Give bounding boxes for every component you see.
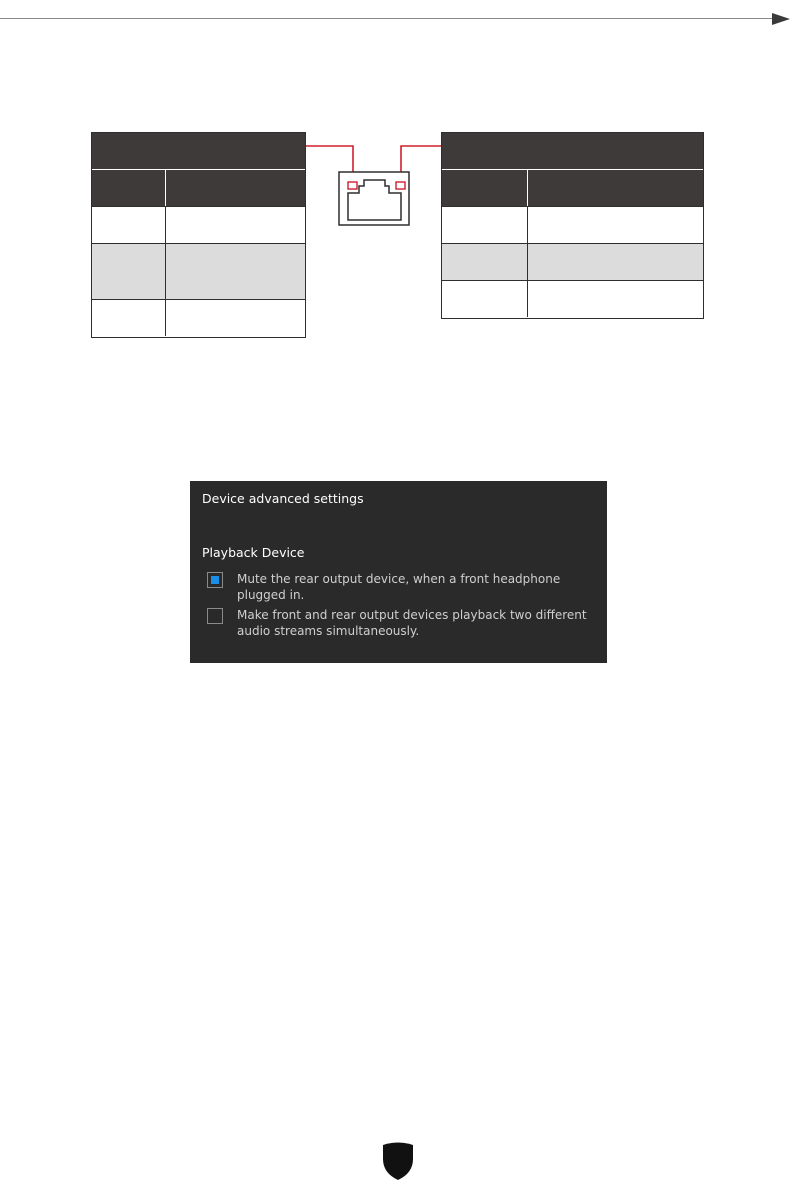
section-title: Playback Device <box>202 545 305 560</box>
table-cell <box>92 300 166 336</box>
arrow-icon <box>772 13 790 25</box>
option-label: Mute the rear output device, when a front headphone plugged in. <box>237 572 561 602</box>
table-row <box>92 299 305 336</box>
table-header <box>92 133 305 170</box>
column-header-cell <box>166 170 305 206</box>
option-label: Make front and rear output devices playback two different audio streams simultaneously. <box>237 608 587 638</box>
table-cell <box>528 244 703 280</box>
device-advanced-settings-panel <box>190 481 607 663</box>
mute-rear-checkbox[interactable] <box>207 572 223 588</box>
led-left <box>348 182 357 189</box>
table-row <box>442 280 703 317</box>
table-cell <box>442 281 528 317</box>
led-right <box>396 182 405 189</box>
option-mute-rear[interactable] <box>202 571 595 603</box>
table-cell <box>92 207 166 243</box>
table-cell <box>528 207 703 243</box>
two-streams-checkbox[interactable] <box>207 608 223 624</box>
table-cell <box>166 244 305 299</box>
table-cell <box>528 281 703 317</box>
table-cell <box>442 244 528 280</box>
table-row <box>92 206 305 243</box>
column-header-cell <box>92 170 166 206</box>
shield-icon <box>381 1141 415 1181</box>
table-cell <box>442 207 528 243</box>
table-header <box>442 133 703 170</box>
panel-title: Device advanced settings <box>202 491 364 506</box>
table-row <box>442 206 703 243</box>
table-cell <box>166 207 305 243</box>
option-two-streams[interactable] <box>202 607 595 639</box>
table-column-header <box>442 170 703 206</box>
table-column-header <box>92 170 305 206</box>
rj45-port-icon <box>300 140 450 230</box>
table-cell <box>166 300 305 336</box>
led-table-left <box>91 132 306 338</box>
table-row <box>442 243 703 280</box>
column-header-cell <box>442 170 528 206</box>
column-header-cell <box>528 170 703 206</box>
table-row <box>92 243 305 299</box>
top-rule <box>0 18 775 19</box>
led-table-right <box>441 132 704 319</box>
table-cell <box>92 244 166 299</box>
